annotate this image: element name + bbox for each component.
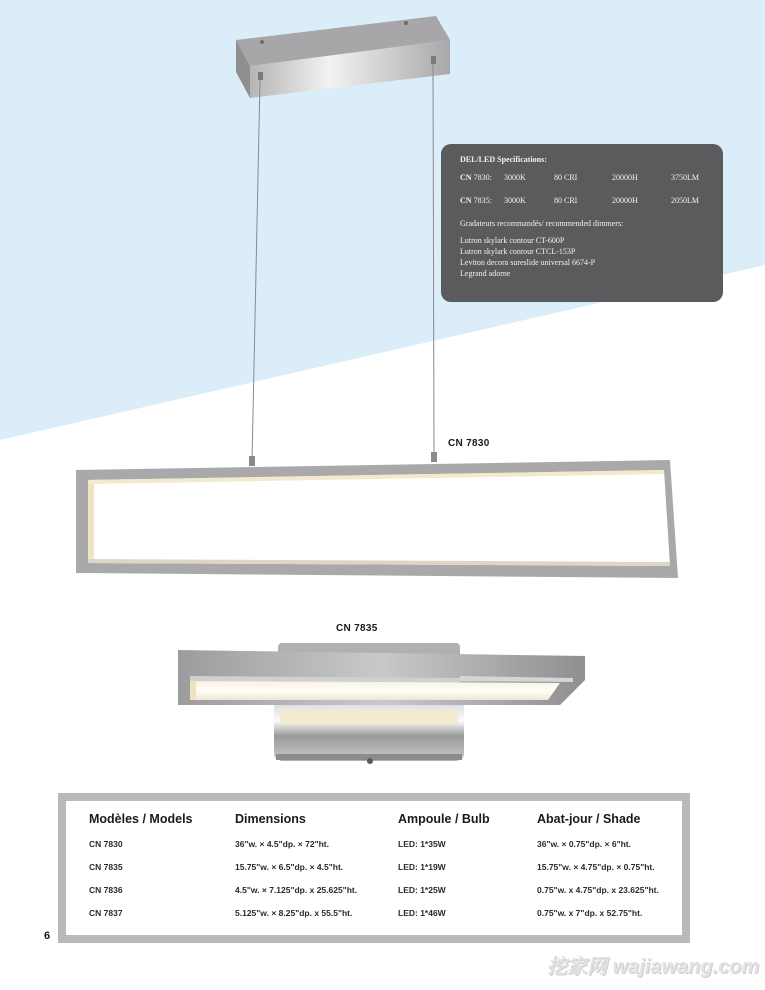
cell-shade: 15.75"w. × 4.75"dp. × 0.75"ht. (537, 862, 655, 872)
watermark: 挖家网 wajiawang.com (547, 956, 760, 978)
led-specifications-panel (441, 144, 723, 302)
cn7835-sconce (178, 643, 585, 764)
spec-title: DEL/LED Specifications: (460, 155, 547, 164)
cell-shade: 0.75"w. x 7"dp. x 52.75"ht. (537, 908, 643, 918)
cell-bulb: LED: 1*35W (398, 839, 446, 849)
table-header-dimensions: Dimensions (235, 812, 306, 826)
spec-cri: 80 CRI (554, 196, 578, 205)
cell-dimensions: 15.75"w. × 6.5"dp. × 4.5"ht. (235, 862, 344, 872)
spec-cct: 3000K (504, 173, 526, 182)
table-header-models: Modèles / Models (89, 812, 193, 826)
spec-cct: 3000K (504, 196, 526, 205)
spec-model: CN 7835: (460, 196, 492, 205)
label-cn7830: CN 7830 (448, 438, 490, 449)
table-header-shade: Abat-jour / Shade (537, 812, 641, 826)
dimmer-item: Lutron skylark contour CTCL-153P (460, 247, 576, 256)
cell-model: CN 7837 (89, 908, 123, 918)
cell-model: CN 7836 (89, 885, 123, 895)
spec-lumens: 2050LM (671, 196, 699, 205)
cell-shade: 36"w. × 0.75"dp. × 6"ht. (537, 839, 631, 849)
cell-bulb: LED: 1*25W (398, 885, 446, 895)
cell-dimensions: 36"w. × 4.5"dp. × 72"ht. (235, 839, 329, 849)
spec-life: 20000H (612, 196, 638, 205)
cable-left (252, 80, 260, 462)
spec-model: CN 7830: (460, 173, 492, 182)
spec-row-7835 (460, 196, 723, 206)
cell-bulb: LED: 1*19W (398, 862, 446, 872)
spec-cri: 80 CRI (554, 173, 578, 182)
cell-dimensions: 4.5"w. × 7.125"dp. x 25.625"ht. (235, 885, 358, 895)
cn7830-frame (76, 460, 678, 578)
page-number: 6 (44, 930, 51, 942)
dimmer-item: Lutron skylark contour CT-600P (460, 236, 565, 245)
cell-bulb: LED: 1*46W (398, 908, 446, 918)
cell-shade: 0.75"w. x 4.75"dp. x 23.625"ht. (537, 885, 659, 895)
label-cn7835: CN 7835 (336, 623, 378, 634)
spec-lumens: 3750LM (671, 173, 699, 182)
spec-life: 20000H (612, 173, 638, 182)
table-header-bulb: Ampoule / Bulb (398, 812, 490, 826)
cell-model: CN 7830 (89, 839, 123, 849)
dimmer-item: Legrand adorne (460, 269, 511, 278)
spec-row-7830 (460, 173, 723, 183)
dimmer-item: Leviton decora sureslide universal 6674-P (460, 258, 596, 267)
cell-dimensions: 5.125"w. × 8.25"dp. x 55.5"ht. (235, 908, 353, 918)
dimmers-title: Gradateurs recommandés/ recommended dimmers: (460, 219, 624, 228)
cell-model: CN 7835 (89, 862, 123, 872)
cable-right (433, 64, 434, 456)
cn7830-canopy (236, 16, 450, 98)
